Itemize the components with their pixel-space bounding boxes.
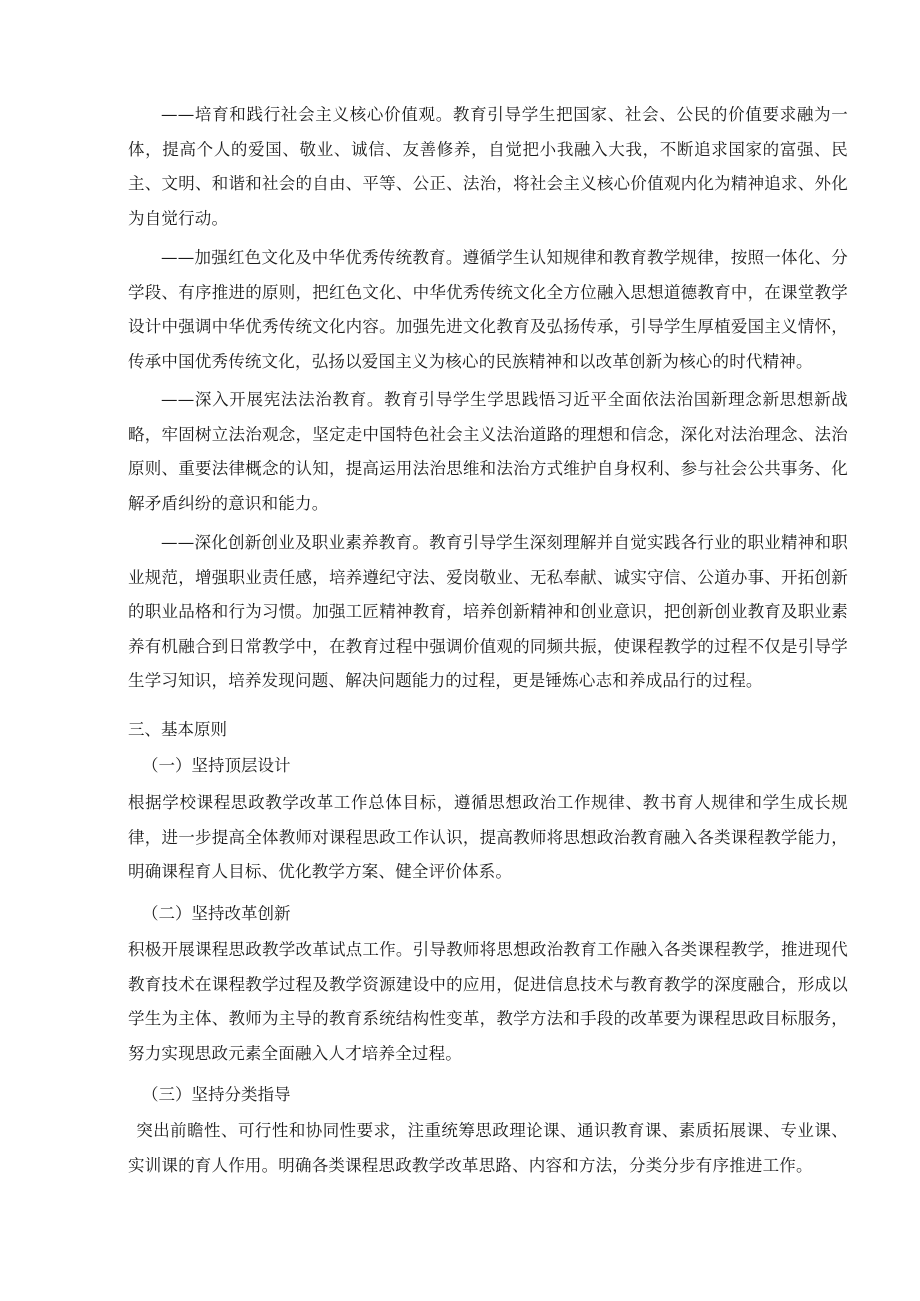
section-title: 三、基本原则 (128, 720, 227, 739)
values-paragraph-1: ——培育和践行社会主义核心价值观。教育引导学生把国家、社会、公民的价值要求融为一体，提高个人的爱国、敬业、诚信、友善修养，自觉把小我融入大我，不断追求国家的富强、民主、文明、和谐和社会的自由、平等、公正、法治，将社会主义核心价值观内化为精神追求、外化为自觉行动。 (128, 105, 848, 228)
principle-heading-2: （二）坚持改革创新 (142, 904, 291, 923)
values-paragraph-4: ——深化创新创业及职业素养教育。教育引导学生深刻理解并自觉实践各行业的职业精神和职业规范，增强职业责任感，培养遵纪守法、爱岗敬业、无私奉献、诚实守信、公道办事、开拓创新的职业品格和行为习惯。加强工匠精神教育，培养创新精神和创业意识，把创新创业教育及职业素养有机融合到日常教学中，在教育过程中强调价值观的同频共振，使课程教学的过程不仅是引导学生学习知识，培养发现问题、解决问题能力的过程，更是锤炼心志和养成品行的过程。 (128, 533, 848, 690)
principle-body-1: 根据学校课程思政教学改革工作总体目标，遵循思想政治工作规律、教书育人规律和学生成长规律，进一步提高全体教师对课程思政工作认识，提高教师将思想政治教育融入各类课程教学能力，明确课程育人目标、优化教学方案、健全评价体系。 (128, 793, 848, 881)
values-paragraph-3: ——深入开展宪法法治教育。教育引导学生学思践悟习近平全面依法治国新理念新思想新战略，牢固树立法治观念，坚定走中国特色社会主义法治道路的理想和信念，深化对法治理念、法治原则、重要法律概念的认知，提高运用法治思维和法治方式维护自身权利、参与社会公共事务、化解矛盾纠纷的意识和能力。 (128, 390, 848, 513)
principle-body-2: 积极开展课程思政教学改革试点工作。引导教师将思想政治教育工作融入各类课程教学，推进现代教育技术在课程教学过程及教学资源建设中的应用，促进信息技术与教育教学的深度融合，形成以学生为主体、教师为主导的教育系统结构性变革，教学方法和手段的改革要为课程思政目标服务，努力实现思政元素全面融入人才培养全过程。 (128, 940, 848, 1063)
principle-heading-3: （三）坚持分类指导 (142, 1085, 291, 1104)
principle-heading-1: （一）坚持顶层设计 (142, 756, 291, 775)
values-paragraph-2: ——加强红色文化及中华优秀传统教育。遵循学生认知规律和教育教学规律，按照一体化、分学段、有序推进的原则，把红色文化、中华优秀传统文化全方位融入思想道德教育中，在课堂教学设计中强调中华优秀传统文化内容。加强先进文化教育及弘扬传承，引导学生厚植爱国主义情怀，传承中国优秀传统文化，弘扬以爱国主义为核心的民族精神和以改革创新为核心的时代精神。 (128, 248, 848, 371)
principle-body-3: 突出前瞻性、可行性和协同性要求，注重统筹思政理论课、通识教育课、素质拓展课、专业课、实训课的育人作用。明确各类课程思政教学改革思路、内容和方法，分类分步有序推进工作。 (128, 1121, 848, 1175)
